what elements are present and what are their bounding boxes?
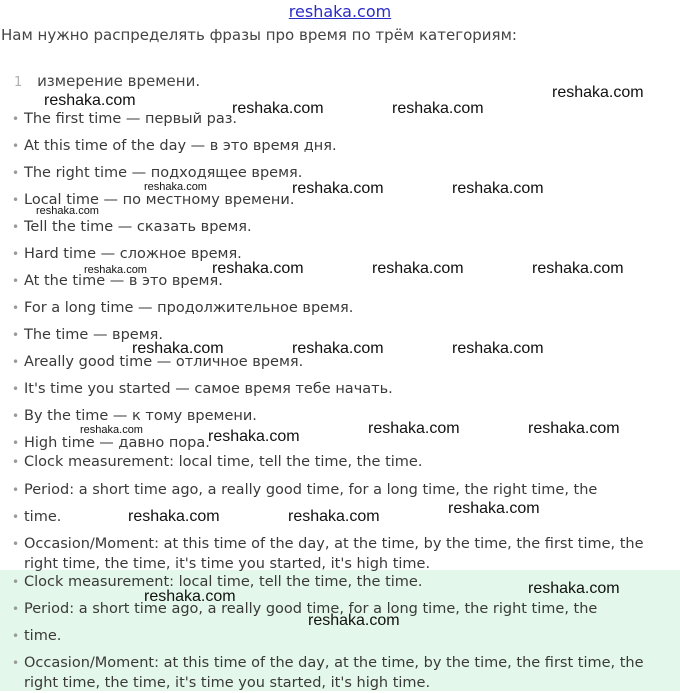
category-period-cont: • time.: [12, 507, 676, 527]
watermark: reshaka.com: [44, 92, 136, 109]
watermark: reshaka.com: [308, 612, 400, 629]
watermark: reshaka.com: [132, 340, 224, 357]
answer-period-cont: • time.: [12, 626, 676, 646]
watermark: reshaka.com: [212, 260, 304, 277]
watermark: reshaka.com: [232, 100, 324, 117]
watermark: reshaka.com: [80, 424, 143, 436]
watermark: reshaka.com: [36, 205, 99, 217]
site-title-link[interactable]: reshaka.com: [288, 2, 392, 21]
watermark: reshaka.com: [552, 84, 644, 101]
list-item: • At the time — в это время.: [12, 271, 676, 291]
list-item: • Local time — по местному времени.: [12, 190, 676, 210]
answer-clock: • Clock measurement: local time, tell the time, the time.: [12, 572, 676, 592]
answer-occasion: • Occasion/Moment: at this time of the day, at the time, by the time, the first time, the right time, the time, it's time you started, it's high time.: [12, 653, 676, 693]
numbered-item: [14, 72, 200, 90]
watermark: reshaka.com: [288, 508, 380, 525]
watermark: reshaka.com: [452, 180, 544, 197]
watermark: reshaka.com: [368, 420, 460, 437]
list-item: • The first time — первый раз.: [12, 109, 676, 129]
watermark: reshaka.com: [208, 428, 300, 445]
watermark: reshaka.com: [528, 580, 620, 597]
category-clock: • Clock measurement: local time, tell the time, the time.: [12, 452, 676, 472]
category-occasion: • Occasion/Moment: at this time of the day, at the time, by the time, the first time, the right time, the time, it's time you started, it's high time.: [12, 534, 676, 574]
watermark: reshaka.com: [292, 180, 384, 197]
watermark: reshaka.com: [292, 340, 384, 357]
numbered-item-text: измерение времени.: [37, 72, 201, 90]
list-item: • For a long time — продолжительное время.: [12, 298, 676, 318]
answer-period: • Period: a short time ago, a really good time, for a long time, the right time, the: [12, 599, 676, 619]
list-item: • It's time you started — самое время тебе начать.: [12, 379, 676, 399]
watermark: reshaka.com: [128, 508, 220, 525]
intro-text: Нам нужно распределять фразы про время по трём категориям:: [1, 26, 517, 44]
watermark: reshaka.com: [372, 260, 464, 277]
watermark: reshaka.com: [144, 181, 207, 193]
watermark: reshaka.com: [448, 500, 540, 517]
list-item: • At this time of the day — в это время дня.: [12, 136, 676, 156]
list-item: • Tell the time — сказать время.: [12, 217, 676, 237]
list-item: • High time — давно пора.: [12, 433, 676, 453]
watermark: reshaka.com: [392, 100, 484, 117]
list-item: • The time — время.: [12, 325, 676, 345]
list-item: • The right time — подходящее время.: [12, 163, 676, 183]
watermark: reshaka.com: [84, 264, 147, 276]
watermark: reshaka.com: [144, 588, 236, 605]
list-item: • Areally good time — отличное время.: [12, 352, 676, 372]
item-number: 1: [14, 75, 23, 90]
list-item: • By the time — к тому времени.: [12, 406, 676, 426]
category-period: • Period: a short time ago, a really good time, for a long time, the right time, the: [12, 480, 676, 500]
list-item: • Hard time — сложное время.: [12, 244, 676, 264]
watermark: reshaka.com: [452, 340, 544, 357]
watermark: reshaka.com: [528, 420, 620, 437]
watermark: reshaka.com: [532, 260, 624, 277]
